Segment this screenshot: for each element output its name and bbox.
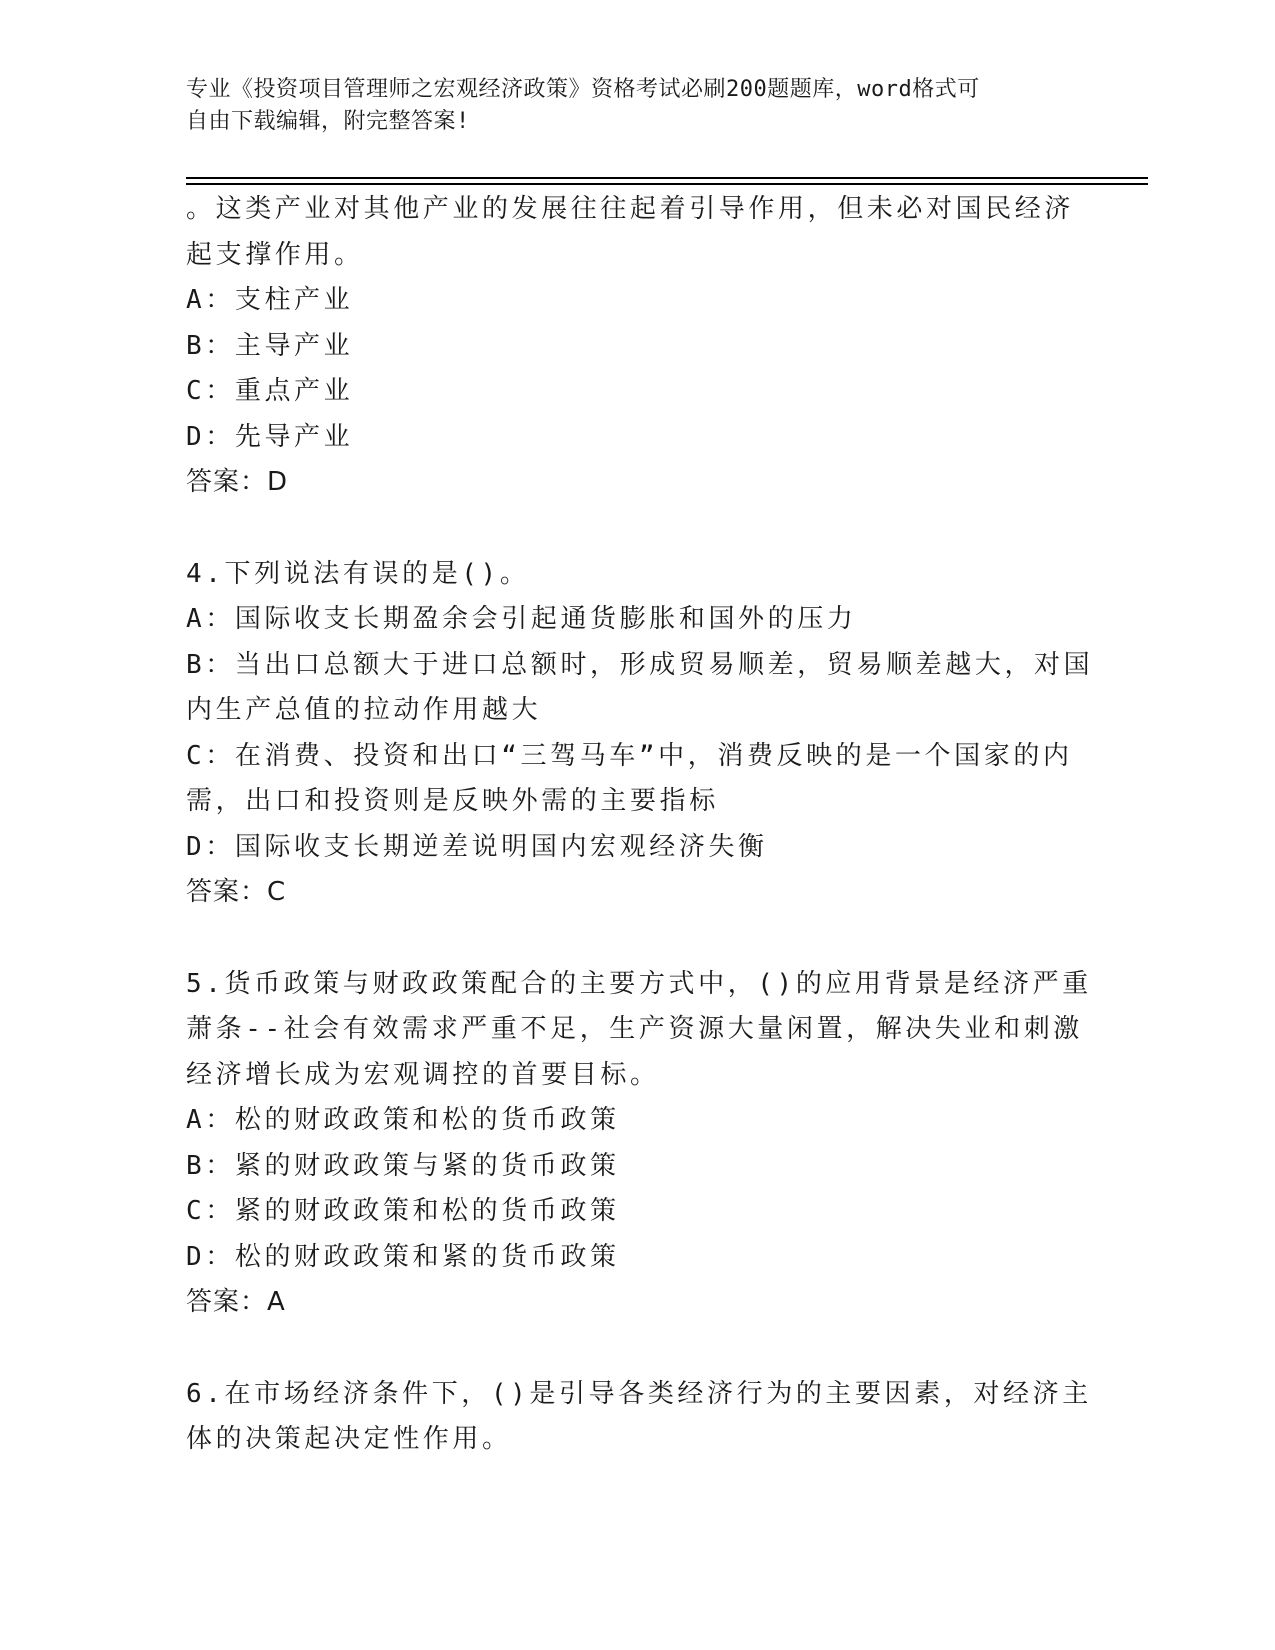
- option-d: D：松的财政政策和紧的货币政策: [186, 1241, 620, 1272]
- question-3: [186, 187, 1076, 506]
- option-b: B：紧的财政政策与紧的货币政策: [186, 1150, 620, 1181]
- header-rule-top: [186, 177, 1148, 179]
- question-6: [186, 1372, 1092, 1463]
- option-b-line-2: 内生产总值的拉动作用越大: [186, 695, 542, 725]
- option-b-line-1: B：当出口总额大于进口总额时，形成贸易顺差，贸易顺差越大，对国: [186, 649, 1094, 680]
- answer-line: 答案：C: [186, 877, 287, 907]
- document-header: [186, 74, 1066, 138]
- document-body: [186, 187, 1094, 1463]
- question-stem-line: 4.下列说法有误的是()。: [186, 558, 530, 589]
- answer-line: 答案：A: [186, 1287, 286, 1317]
- header-rule-bottom: [186, 183, 1148, 185]
- question-stem-line: 体的决策起决定性作用。: [186, 1424, 512, 1454]
- question-5: [186, 962, 1092, 1326]
- option-a: A：国际收支长期盈余会引起通货膨胀和国外的压力: [186, 604, 857, 634]
- question-spacer: [186, 506, 1076, 552]
- question-stem-line: 。这类产业对其他产业的发展往往起着引导作用，但未必对国民经济: [186, 194, 1075, 224]
- option-c-line-1: C：在消费、投资和出口“三驾马车”中，消费反映的是一个国家的内: [186, 740, 1073, 771]
- question-stem-line: 萧条--社会有效需求严重不足，生产资源大量闲置，解决失业和刺激: [186, 1014, 1083, 1044]
- header-title-line-1: 专业《投资项目管理师之宏观经济政策》资格考试必刷200题题库，word格式可: [186, 77, 980, 102]
- question-spacer: [186, 1326, 1076, 1372]
- question-4: [186, 552, 1094, 916]
- question-stem-line: 起支撑作用。: [186, 239, 364, 270]
- option-b: B：主导产业: [186, 330, 354, 361]
- option-c-line-2: 需，出口和投资则是反映外需的主要指标: [186, 786, 719, 816]
- header-title-line-2: 自由下载编辑，附完整答案!: [186, 109, 470, 134]
- option-d: D：国际收支长期逆差说明国内宏观经济失衡: [186, 831, 768, 862]
- option-c: C：重点产业: [186, 376, 354, 406]
- question-stem-line: 经济增长成为宏观调控的首要目标。: [186, 1059, 660, 1090]
- option-c: C：紧的财政政策和松的货币政策: [186, 1196, 620, 1226]
- answer-line: 答案：D: [186, 467, 289, 497]
- question-spacer: [186, 916, 1076, 962]
- question-stem-line: 5.货币政策与财政政策配合的主要方式中，()的应用背景是经济严重: [186, 968, 1092, 999]
- option-a: A：支柱产业: [186, 285, 354, 315]
- question-stem-line: 6.在市场经济条件下，()是引导各类经济行为的主要因素，对经济主: [186, 1378, 1092, 1409]
- option-a: A：松的财政政策和松的货币政策: [186, 1105, 620, 1135]
- option-d: D：先导产业: [186, 421, 354, 452]
